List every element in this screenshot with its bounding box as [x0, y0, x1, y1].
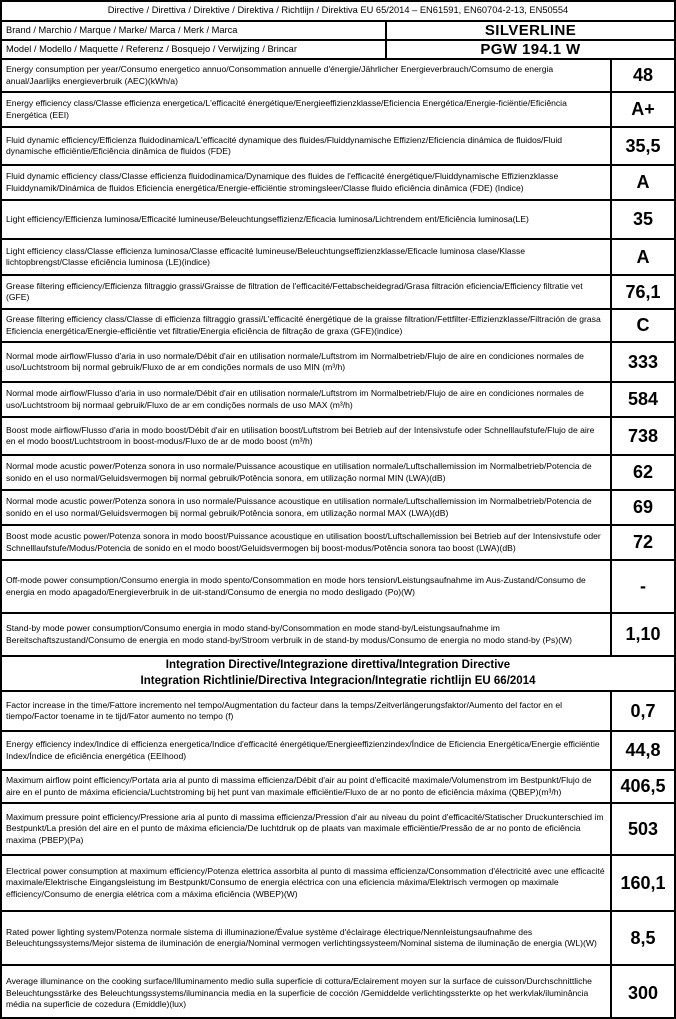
row-value: 406,5: [610, 771, 674, 802]
table-row: [2, 456, 674, 491]
row-value: 48: [610, 60, 674, 91]
table-row: [2, 310, 674, 343]
model-label: Model / Modello / Maquette / Referenz / Bosquejo / Verwijzing / Brincar: [6, 43, 297, 54]
brand-label: Brand / Marchio / Marque / Marke/ Marca / Merk / Marca: [6, 24, 238, 35]
brand-value: SILVERLINE: [385, 22, 674, 39]
row-value: 300: [610, 966, 674, 1019]
row-label: Light efficiency/Efficienza luminosa/Efficacité lumineuse/Beleuchtungseffizienz/Eficacia luminosa/Lichtrendem ent/Eficiência luminosa(LE): [6, 213, 529, 224]
row-label: Maximum pressure point efficiency/Pressione aria al punto di massima efficienza/Pression d'air au niveau du point d'efficacité/Statischer Druckunterschied im Bestpunkt/La presión del aire en el punto de máxima eficiencia/De luchtdruk op de plaats van maximale efficiëntie/Pressão de ar no ponto de eficiência maxima (PBEP)(Pa): [6, 811, 604, 845]
row-value: 333: [610, 343, 674, 381]
row-label: Maximum airflow point efficiency/Portata aria al punto di massima efficienza/Débit d'air au point d'efficacité maximale/Volumenstrom im Bestpunkt/Flujo de aire en el punto de máxima eficiencia/Luchtstroming bij het punt van maximale efficiëntie/Fluxo de ar no ponto de eficiência máxima (QBEP)(m³/h): [6, 775, 592, 797]
table-row: [2, 561, 674, 614]
row-label: Normal mode airflow/Flusso d'aria in uso normale/Débit d'air en utilisation normale/Luftstrom im Normalbetrieb/Flujo de aire en condiciones normales de uso/Luchtstroom bij normal gebruik/Fluxo de ar em condições normals de uso MIN (m³/h): [6, 350, 584, 372]
table-row: [2, 343, 674, 383]
row-label: Grease filtering efficiency/Efficienza filtraggio grassi/Graisse de filtration de l'efficacité/Fettabscheidegrad/Grasa filtración eficiencia/Efficiency filtratie vet (GFE): [6, 280, 583, 302]
row-value: A+: [610, 93, 674, 126]
table-row: [2, 912, 674, 966]
table-row: [2, 201, 674, 240]
row-value: 62: [610, 456, 674, 489]
row-value: 160,1: [610, 856, 674, 910]
row-value: 584: [610, 383, 674, 416]
row-value: A: [610, 166, 674, 199]
table-row: [2, 93, 674, 128]
model-row: [2, 41, 674, 60]
table-row: [2, 732, 674, 771]
row-value: 76,1: [610, 276, 674, 308]
directive-header: Directive / Direttiva / Direktive / Direktiva / Richtlijn / Direktiva EU 65/2014 – EN61591, EN60704-2-13, EN50554: [107, 5, 569, 16]
table-row: [2, 614, 674, 657]
row-label: Energy consumption per year/Consumo energetico annuo/Consommation annuelle d'énergie/Jährlicher Energieverbrauch/Comsumo de energia anual/Jaarlijks energieverbruik (AEC)(kWh/a): [6, 64, 554, 86]
row-label: Electrical power consumption at maximum efficiency/Potenza elettrica assorbita al punto di massima efficienza/Consommation d'électricité avec une efficacité maximale/Elektrische Eingangsleistung im Bestpunkt/Consumo de energia eléctrica con una eficiencia máxima/Elektrisch vermogen op maximale efficiency/Consumo de energia elétrica com a máxima eficiência (WBEP)(W): [6, 865, 605, 899]
row-value: -: [610, 561, 674, 612]
row-label: Off-mode power consumption/Consumo energia in modo spento/Consommation en mode hors tension/Leistungsaufnahme im Aus-Zustand/Consumo de energia en modo apagado/Energieverbruik in de uit-stand/Consumo de energia no modo desligado (Po)(W): [6, 575, 586, 597]
row-label: Rated power lighting system/Potenza normale sistema di illuminazione/Évalue système d'éclairage électrique/Nennleistungsaufnahme des Beleuchtungssystems/Mejor sistema de iluminación de energia/Nominal vermogen verlichtingssysteem/Nominal sistema de iluminação de energia (WL)(W): [6, 926, 597, 948]
row-label: Normal mode acustic power/Potenza sonora in uso normale/Puissance acoustique en utilisation normale/Luftschallemission im Normalbetrieb/Potencia de sonido en el uso normal/Geluidsvermogen bij normal gebruik/Potência sonora, em utilização normal MAX (LWA)(dB): [6, 496, 592, 518]
row-value: 35: [610, 201, 674, 238]
table-row: [2, 276, 674, 310]
row-value: 72: [610, 526, 674, 559]
table-row: [2, 128, 674, 166]
row-label: Light efficiency class/Classe efficienza luminosa/Classe efficacité lumineuse/Beleuchtungseffizienzklasse/Eficacle luminosa clase/Klasse lichtopbrengst/Classe eficiência luminosa (LE)(indice): [6, 245, 526, 267]
model-value: PGW 194.1 W: [385, 41, 674, 58]
row-value: 1,10: [610, 614, 674, 655]
row-label: Grease filtering efficiency class/Classe di efficienza filtraggio grassi/L'efficacité énergétique de la graisse filtration/Fettfilter-Effizienzklasse/Filtración de grasa Eficiencia energética/Energie-efficiëntie vet filtratie/Energia eficiência de filtração de graxa (GFE)(indice): [6, 314, 601, 336]
directive-header-row: [2, 2, 674, 22]
table-row: [2, 804, 674, 856]
section-header-line1: Integration Directive/Integrazione direttiva/Integration Directive: [165, 659, 511, 671]
row-label: Normal mode airflow/Flusso d'aria in uso normale/Débit d'air en utilisation normale/Luftstrom im Normalbetrieb/Flujo de aire en condiciones normales de uso/Luchtstroom bij normaal gebruik/Fluxo de ar em condições normals de uso MAX (m³/h): [6, 388, 584, 410]
row-label: Factor increase in the time/Fattore incremento nel tempo/Augmentation du facteur dans la temps/Zeitverlängerungsfaktor/Aumento del factor en el tiempo/Factor toename in te tijd/Fator aumento no tempo (f): [6, 699, 563, 721]
table-row: [2, 692, 674, 732]
table-row: [2, 60, 674, 93]
row-label: Energy efficiency class/Classe efficienza energetica/L'efficacité énergétique/Energieeffizienzklasse/Eficiencia Energética/Energie-ficiëntie/Eficiência Energética (EEI): [6, 98, 567, 120]
row-label: Average illuminance on the cooking surface/Illuminamento medio sulla superficie di cottura/Eclairement moyen sur la surface de cuisson/Durchschnittliche Beleuchtungsstärke des Beleuchtungssystems/iluminancia media en la superficie de cocción /Gemiddelde verlichtingssterkte op het werkvlak/iluminância média na superficie de cozedura (Emiddle)(lux): [6, 976, 592, 1010]
row-value: 0,7: [610, 692, 674, 730]
row-value: 8,5: [610, 912, 674, 964]
brand-row: [2, 22, 674, 41]
row-value: C: [610, 310, 674, 341]
table-row: [2, 491, 674, 526]
table-row: [2, 526, 674, 561]
table-row: [2, 966, 674, 1019]
row-label: Fluid dynamic efficiency class/Classe efficienza fluidodinamica/Dynamique des fluides de l'efficacité énergétique/Fluiddynamische Effizienzklasse Fluiddynamik/Dinámica de fluidos Eficiencia energética/Energie-efficiëntie stromingsleer/Classe fluido eficiência dinâmica (FDE) (Indice): [6, 171, 559, 193]
table-row: [2, 240, 674, 276]
table-row: [2, 166, 674, 201]
table-row: [2, 771, 674, 804]
row-label: Stand-by mode power consumption/Consumo energia in modo stand-by/Consommation en mode stand-by/Leistungsaufnahme im Bereitschaftszustand/Consumo de energia en modo stand-by/Stroom verbruik in de stand-by modus/Consumo de energia no modo stand-by (Ps)(W): [6, 623, 573, 645]
table-row: [2, 418, 674, 456]
row-value: 69: [610, 491, 674, 524]
row-value: 503: [610, 804, 674, 854]
section-header: [2, 657, 674, 692]
row-value: 738: [610, 418, 674, 454]
row-label: Energy efficiency index/Indice di efficienza energetica/Indice d'efficacité énergétique/Energieeffizienzindex/Índice de Eficiencia Energética/Energie efficiëntie Index/Índice de eficiência energética (EEIhood): [6, 739, 600, 761]
table-row: [2, 856, 674, 912]
table-row: [2, 383, 674, 418]
row-label: Boost mode airflow/Flusso d'aria in modo boost/Débit d'air en utilisation boost/Luftstrom bei Betrieb auf der Intensivstufe oder Schnelllaufstufe/Flujo de aire en el modo boost/Luchtstroom in boost-modus/Fluxo de ar de modo boost (m³/h): [6, 424, 595, 446]
row-label: Normal mode acustic power/Potenza sonora in uso normale/Puissance acoustique en utilisation normale/Luftschallemission im Normalbetrieb/Potencia de sonido en el uso normal/Geluidsvermogen bij normal gebruik/Potência sonora, em utilização normal MIN (LWA)(dB): [6, 461, 592, 483]
row-value: 35,5: [610, 128, 674, 164]
row-label: Boost mode acustic power/Potenza sonora in modo boost/Puissance acoustique en utilisation boost/Luftschallemission bei Betrieb auf der Intensivstufe oder Schnelllaufstufe/Modus/Potencia de sonido en el modo boost/Geluidsvermogen bij boost-modus/Potência sonora tao boost (LWA)(dB): [6, 531, 601, 553]
row-value: A: [610, 240, 674, 274]
section-header-line2: Integration Richtlinie/Directiva Integracion/Integratie richtlijn EU 66/2014: [140, 674, 536, 687]
row-value: 44,8: [610, 732, 674, 769]
row-label: Fluid dynamic efficiency/Efficienza fluidodinamica/L'efficacité dynamique des fluides/Fluiddynamische Effizienz/Eficiencia dinámica de fluidos/Fluid dynamische efficiëntie/Eficiência dinâmica de fluidos (FDE): [6, 134, 563, 156]
